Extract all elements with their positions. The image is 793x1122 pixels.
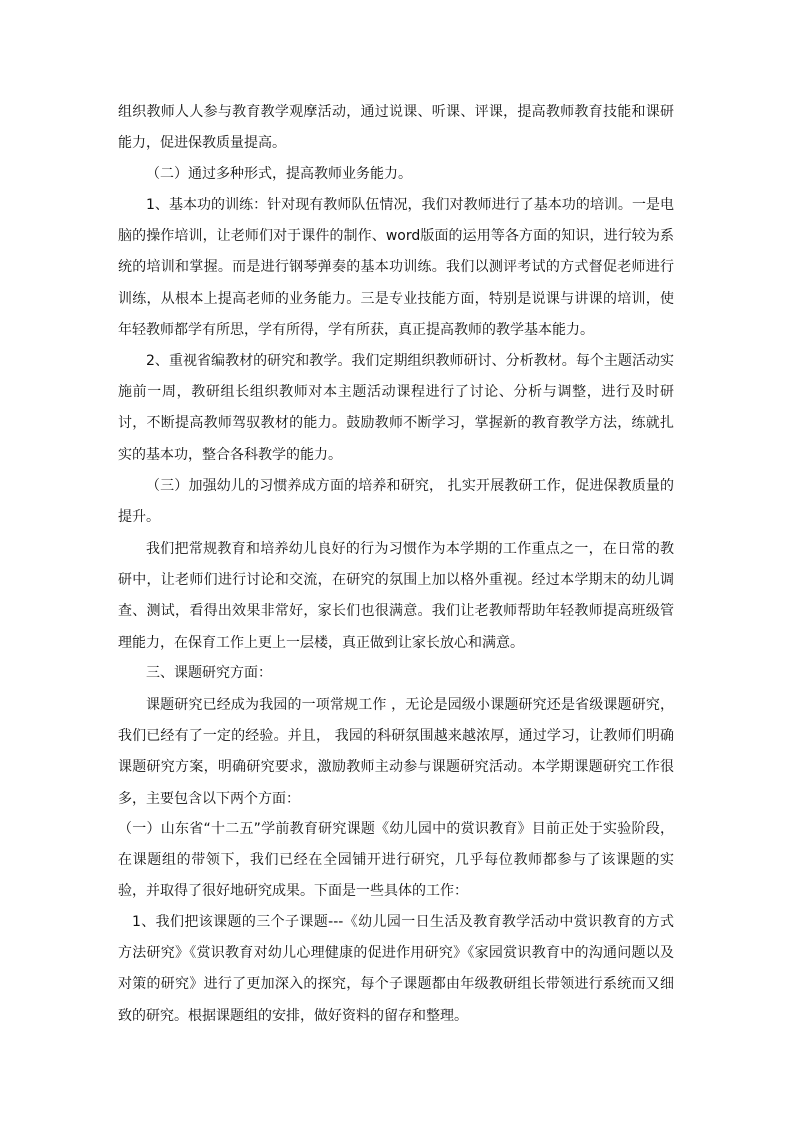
paragraph-4: 2、重视省编教材的研究和教学。我们定期组织教师研讨、分析教材。每个主题活动实施前一周，教研组长组织教师对本主题活动课程进行了讨论、分析与调整，进行及时研讨，不断提高教师驾驭教材的能力。鼓励教师不断学习，掌握新的教育教学方法，练就扎实的基本功，整合各科教学的能力。 bbox=[118, 353, 674, 463]
paragraph-10: 1、我们把该课题的三个子课题---《幼儿园一日生活及教育教学活动中赏识教育的方式方法研究》《赏识教育对幼儿心理健康的促进作用研究》《家园赏识教育中的沟通问题以及对策的研究》进行了更加深入的探究，每个子课题都由年级教研组长带领进行系统而又细致的研究。根据课题组的安排，做好资料的留存和整理。 bbox=[118, 914, 674, 1024]
paragraph-1: 组织教师人人参与教育教学观摩活动，通过说课、听课、评课，提高教师教育技能和课研能力，促进保教质量提高。 bbox=[118, 104, 674, 152]
paragraph-5-heading: （三）加强幼儿的习惯养成方面的培养和研究， 扎实开展教研工作，促进保教质量的提升。 bbox=[118, 478, 674, 526]
section-heading-3: 三、课题研究方面： bbox=[146, 665, 272, 681]
paragraph-8: 课题研究已经成为我园的一项常规工作 ，无论是园级小课题研究还是省级课题研究，我们已经有了一定的经验。并且， 我园的科研氛围越来越浓厚，通过学习，让教师们明确课题研究方案，明确研究要求，激励教师主动参与课题研究活动。本学期课题研究工作很多，主要包含以下两个方面： bbox=[118, 697, 674, 807]
paragraph-6: 我们把常规教育和培养幼儿良好的行为习惯作为本学期的工作重点之一，在日常的教研中，让老师们进行讨论和交流，在研究的氛围上加以格外重视。经过本学期末的幼儿调查、测试，看得出效果非常好，家长们也很满意。我们让老教师帮助年轻教师提高班级管理能力，在保育工作上更上一层楼，真正做到让家长放心和满意。 bbox=[118, 541, 674, 651]
paragraph-9: （一）山东省“十二五”学前教育研究课题《幼儿园中的赏识教育》目前正处于实验阶段，在课题组的带领下，我们已经在全园铺开进行研究，几乎每位教师都参与了该课题的实验，并取得了很好地研究成果。下面是一些具体的工作： bbox=[118, 821, 674, 900]
paragraph-2-heading: （二）通过多种形式，提高教师业务能力。 bbox=[146, 166, 412, 182]
paragraph-3: 1、基本功的训练：针对现有教师队伍情况，我们对教师进行了基本功的培训。一是电脑的操作培训，让老师们对于课件的制作、word版面的运用等各方面的知识，进行较为系统的培训和掌握。而是进行钢琴弹奏的基本功训练。我们以测评考试的方式督促老师进行训练，从根本上提高老师的业务能力。三是专业技能方面，特别是说课与讲课的培训，使年轻教师都学有所思，学有所得，学有所获，真正提高教师的教学基本能力。 bbox=[118, 197, 674, 338]
